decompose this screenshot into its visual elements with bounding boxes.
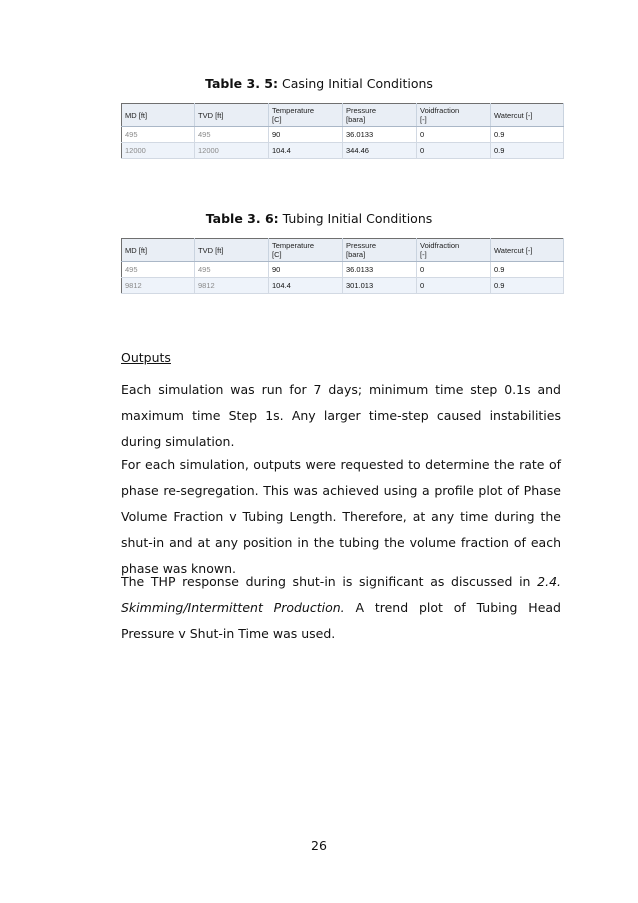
table-cell: 344.46 bbox=[343, 143, 417, 159]
table-row bbox=[122, 278, 564, 294]
caption-text: Tubing Initial Conditions bbox=[282, 211, 433, 226]
column-header: TVD [ft] bbox=[195, 104, 269, 127]
table-cell: 0 bbox=[417, 127, 491, 143]
paragraph-thp-response: The THP response during shut-in is significant as discussed in 2.4. Skimming/Intermittent Production. A trend plot of Tubing Head Pressure v Shut-in Time was used. bbox=[121, 574, 561, 641]
table-cell: 0.9 bbox=[491, 262, 564, 278]
table-cell: 104.4 bbox=[269, 143, 343, 159]
table-cell: 12000 bbox=[122, 143, 195, 159]
column-header: Pressure [bara] bbox=[343, 239, 417, 262]
table-row bbox=[122, 262, 564, 278]
column-header: Temperature [C] bbox=[269, 239, 343, 262]
column-header: Temperature [C] bbox=[269, 104, 343, 127]
paragraph-outputs-requested: For each simulation, outputs were requested to determine the rate of phase re-segregation. This was achieved using a profile plot of Phase Volume Fraction v Tubing Length. Therefore, at any time during the shut-in and at any position in the tubing the volume fraction of each phase was known. bbox=[121, 457, 561, 576]
column-header: Voidfraction [-] bbox=[417, 239, 491, 262]
table-3-6-caption bbox=[0, 211, 638, 226]
paragraph-simulation-run: Each simulation was run for 7 days; minimum time step 0.1s and maximum time Step 1s. Any larger time-step caused instabilities during simulation. bbox=[121, 382, 561, 449]
casing-initial-conditions-table bbox=[121, 103, 564, 159]
table-row bbox=[122, 143, 564, 159]
column-header: Pressure [bara] bbox=[343, 104, 417, 127]
table-cell: 495 bbox=[195, 262, 269, 278]
table-cell: 12000 bbox=[195, 143, 269, 159]
table-row bbox=[122, 127, 564, 143]
caption-label: Table 3. 6: bbox=[205, 211, 279, 226]
page-number: 26 bbox=[311, 838, 327, 853]
column-header: Watercut [-] bbox=[491, 104, 564, 127]
table-cell: 0.9 bbox=[491, 278, 564, 294]
table-cell: 0.9 bbox=[491, 127, 564, 143]
table-cell: 0 bbox=[417, 262, 491, 278]
table-cell: 90 bbox=[269, 127, 343, 143]
table-cell: 36.0133 bbox=[343, 262, 417, 278]
table-cell: 495 bbox=[195, 127, 269, 143]
table-cell: 9812 bbox=[122, 278, 195, 294]
column-header: MD [ft] bbox=[122, 104, 195, 127]
tubing-initial-conditions-table bbox=[121, 238, 564, 294]
column-header: TVD [ft] bbox=[195, 239, 269, 262]
table-cell: 90 bbox=[269, 262, 343, 278]
section-reference-link: 2.4. Skimming/Intermittent Production. bbox=[121, 574, 561, 615]
table-cell: 495 bbox=[122, 127, 195, 143]
table-cell: 0.9 bbox=[491, 143, 564, 159]
section-heading-outputs: Outputs bbox=[121, 350, 171, 365]
column-header: Voidfraction [-] bbox=[417, 104, 491, 127]
column-header: MD [ft] bbox=[122, 239, 195, 262]
table-3-5-caption bbox=[0, 76, 638, 91]
table-cell: 9812 bbox=[195, 278, 269, 294]
table-cell: 104.4 bbox=[269, 278, 343, 294]
table-cell: 0 bbox=[417, 143, 491, 159]
table-cell: 301.013 bbox=[343, 278, 417, 294]
table-cell: 0 bbox=[417, 278, 491, 294]
caption-label: Table 3. 5: bbox=[205, 76, 278, 91]
table-cell: 36.0133 bbox=[343, 127, 417, 143]
caption-text: Casing Initial Conditions bbox=[281, 76, 433, 91]
column-header: Watercut [-] bbox=[491, 239, 564, 262]
table-cell: 495 bbox=[122, 262, 195, 278]
